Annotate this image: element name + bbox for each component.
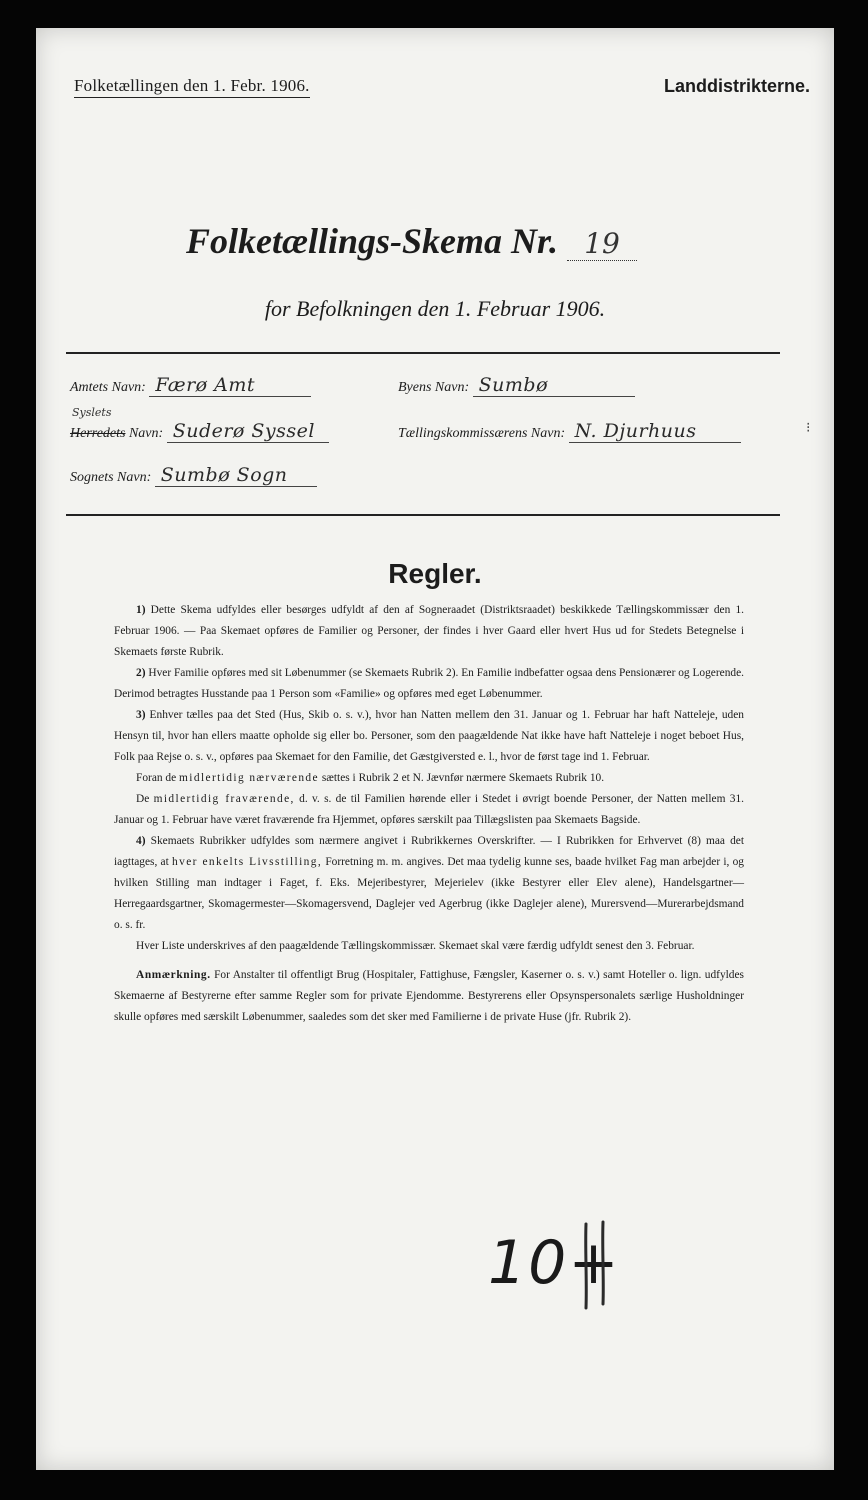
sogn-value: Sumbø Sogn: [155, 464, 317, 487]
rule-3-text: Enhver tælles paa det Sted (Hus, Skib o. s. v.), hvor han Natten mellem den 31. Januar og 1. Februar har haft Natteleje, uden Hensyn til, hvor han ellers maatte opholde sig eller bo. Personer, som den paagældende Nat ikke have haft Natteleje i noget beboet Hus, Folk paa Rejse o. s. v., opføres paa Skemaet for den Familie, det Gæstgiversted e. l., hvor de først tage ind 1. Februar.: [114, 709, 744, 763]
rule-3c-pre: De: [136, 793, 150, 805]
schema-number: 19: [567, 227, 637, 261]
rules-title: Regler.: [388, 558, 482, 589]
rule-3c-spaced: midlertidig fraværende,: [153, 793, 295, 805]
rule-3-number: 3): [136, 709, 146, 721]
herred-label-rest: Navn:: [128, 426, 164, 441]
kommissaer-label: Tællingskommissærens Navn:: [398, 426, 566, 441]
note: [114, 965, 744, 1028]
form-title: [186, 220, 637, 262]
rule-2-text: Hver Familie opføres med sit Løbenummer (se Skemaets Rubrik 2). En Familie indbefatter ogsaa dens Pensionærer og Logerende. Derimod betragtes Husstande paa 1 Person som «Familie» og opføres med eget Løbenummer.: [114, 667, 745, 700]
amt-label: Amtets Navn:: [70, 380, 146, 395]
kommissaer-value: N. Djurhuus: [569, 420, 741, 443]
district-type-label: Landdistrikterne.: [663, 76, 810, 96]
rule-4-number: 4): [136, 835, 146, 847]
rule-1-number: 1): [136, 604, 146, 616]
rule-3: [114, 705, 744, 768]
rule-2-number: 2): [136, 667, 146, 679]
kommissaer-field: [398, 420, 741, 443]
rule-4: [114, 831, 744, 936]
rule-4-spaced: hver enkelts Livsstilling,: [172, 856, 323, 868]
rule-5-text: Hver Liste underskrives af den paagældende Tællingskommissær. Skemaet skal være færdig udfyldt senest den 3. Februar.: [136, 940, 695, 952]
sogn-label: Sognets Navn:: [70, 470, 152, 485]
census-header-title: Folketællingen den 1. Febr. 1906.: [74, 76, 310, 98]
rule-3c: [114, 789, 744, 831]
sogn-field: [70, 464, 317, 487]
form-subtitle: for Befolkningen den 1. Februar 1906.: [264, 296, 606, 321]
rule-3b-pre: Foran de: [136, 772, 177, 784]
rule-1-text: Dette Skema udfyldes eller besørges udfyldt af den af Sogneraadet (Distriktsraadet) beskikkede Tællingskommissær den 1. Februar 1906. — Paa Skemaet opføres de Familier og Personer, der findes i hver Gaard eller hvert Hus ud for Stedets Betegnelse i Skemaets første Rubrik.: [114, 604, 744, 658]
tally-marks-icon: [578, 1220, 612, 1312]
census-form-page: [36, 28, 834, 1470]
handwritten-tally: 10+: [488, 1228, 621, 1298]
rule-2: [114, 663, 744, 705]
note-text: For Anstalter til offentligt Brug (Hospitaler, Fattighuse, Fængsler, Kaserner o. s. v.) samt Hoteller o. lign. udfyldes Skemaerne af Bestyrerne efter samme Regler som for private Ejendomme. Bestyrerens eller Opsynspersonalets særlige Husholdninger skulle opføres med særskilt Løbenummer, saaledes som det sker med Familierne i de private Huse (jfr. Rubrik 2).: [114, 969, 744, 1023]
herred-label-struck: Herredets: [70, 426, 126, 441]
note-label: Anmærkning.: [136, 969, 211, 981]
bottom-divider: [66, 514, 780, 516]
top-divider: [66, 352, 780, 354]
byen-value: Sumbø: [473, 374, 635, 397]
rule-5: [114, 936, 744, 957]
amt-value: Færø Amt: [149, 374, 311, 397]
form-title-text: Folketællings-Skema Nr.: [186, 221, 559, 261]
syssel-annotation: Syslets: [72, 406, 112, 419]
margin-dots: ⁝: [806, 421, 811, 436]
byen-label: Byens Navn:: [398, 380, 470, 395]
rule-3b-post: sættes i Rubrik 2 et N. Jævnfør nærmere Skemaets Rubrik 10.: [321, 772, 605, 784]
herred-value: Suderø Syssel: [167, 420, 329, 443]
byen-field: [398, 374, 635, 397]
rule-3c-post: d. v. s. de til Familien hørende eller i Stedet i øvrigt boende Personer, der Natten mellem 31. Januar og 1. Februar have været fraværende fra Hjemmet, opføres særskilt paa Tillægslisten paa Skemaets Bagside.: [114, 793, 744, 826]
rule-4-post: Forretning m. m. angives. Det maa tydelig kunne ses, baade hvilket Fag man arbejder i, og hvilken Stilling man indtager i Faget, f. Eks. Mejeribestyrer, Mejerielev (ikke Bestyrer eller Elev alene), Handelsgartner—Herregaardsgartner, Skomagermester—Skomagersvend, Daglejer ved Agerbrug (ikke Daglejer alene), Murersvend—Murerarbejdsmand o. s. fr.: [114, 856, 744, 931]
herred-field: [70, 420, 329, 443]
rule-3b-spaced: midlertidig nærværende: [179, 772, 319, 784]
amt-field: [70, 374, 311, 397]
rule-4-pre: Skemaets Rubrikker udfyldes som nærmere angivet i Rubrikkernes Overskrifter. — I Rubrikken for Erhvervet (8) maa det iagttages, at: [114, 835, 744, 868]
rule-3b: [114, 768, 744, 789]
rule-1: [114, 600, 744, 663]
rules-body: [114, 600, 744, 1028]
